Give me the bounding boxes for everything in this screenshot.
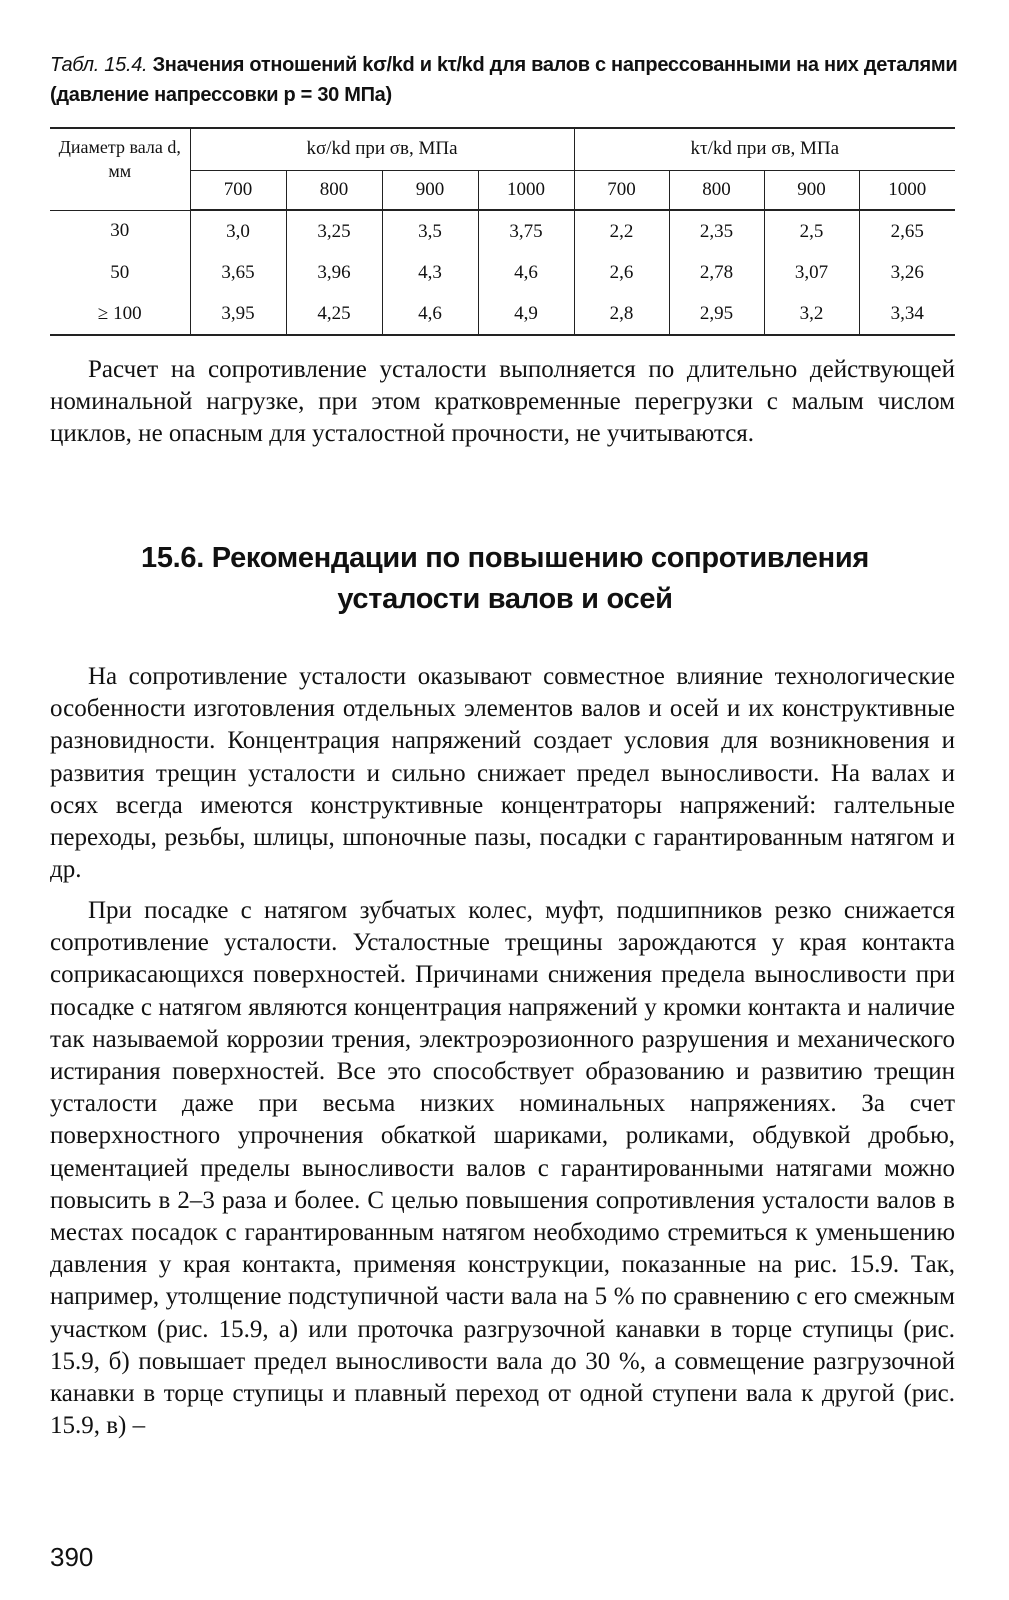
- section-heading: 15.6. Рекомендации по повышению сопротивления усталости валов и осей: [141, 542, 869, 615]
- value-cell: 3,34: [859, 293, 955, 335]
- value-cell: 3,07: [764, 252, 859, 293]
- paragraph-fatigue-factors: На сопротивление усталости оказывают совместное влияние технологические особенности изготовления отдельных элементов валов и осей и их конструктивные разновидности. Концентрация напряжений создает условия для возникновения и развития трещин усталости и сильно снижает предел выносливости. На валах и осях всегда имеются конструктивные концентраторы напряжений: галтельные переходы, резьбы, шлицы, шпоночные пазы, посадки с гарантированным натягом и др.: [50, 663, 955, 884]
- header-diameter: Диаметр вала d, мм: [50, 128, 190, 210]
- value-cell: 3,25: [286, 210, 382, 252]
- table-caption-text: Значения отношений kσ/kd и kτ/kd для валов с напрессованными на них деталями (давление напрессовки p = 30 МПа): [50, 54, 958, 106]
- value-cell: 3,75: [478, 210, 574, 252]
- subheader-cell: 800: [669, 170, 764, 210]
- value-cell: 2,78: [669, 252, 764, 293]
- value-cell: 2,95: [669, 293, 764, 335]
- paragraph-fatigue-calculation: Расчет на сопротивление усталости выполняется по длительно действующей номинальной нагрузке, при этом кратковременные перегрузки с малым числом циклов, не опасным для усталостной прочности, не учитываются.: [50, 356, 955, 448]
- value-cell: 3,2: [764, 293, 859, 335]
- paragraph-interference-fit: При посадке с натягом зубчатых колес, муфт, подшипников резко снижается сопротивление усталости. Усталостные трещины зарождаются у края контакта соприкасающихся поверхностей. Причинами снижения предела выносливости при посадке с натягом являются концентрация напряжений у кромки контакта и наличие так называемой коррозии трения, электроэрозионного разрушения и механического истирания поверхностей. Все это способствует образованию и развитию трещин усталости даже при весьма низких номинальных напряжениях. За счет поверхностного упрочнения обкаткой шариками, роликами, обдувкой дробью, цементацией пределы выносливости валов с гарантированными натягами можно повысить в 2–3 раза и более. С целью повышения сопротивления усталости валов в местах посадок с гарантированным натягом необходимо стремиться к уменьшению давления у края контакта, применяя конструкции, показанные на рис. 15.9. Так, например, утолщение подступичной части вала на 5 % по сравнению с его смежным участком (рис. 15.9, а) или проточка разгрузочной канавки в торце ступицы (рис. 15.9, б) повышает предел выносливости вала до 30 %, а совмещение разгрузочной канавки в торце ступицы и плавный переход от одной ступени вала к другой (рис. 15.9, в) –: [50, 897, 955, 1440]
- value-cell: 3,5: [382, 210, 478, 252]
- subheader-cell: 800: [286, 170, 382, 210]
- value-cell: 4,3: [382, 252, 478, 293]
- subheader-cell: 1000: [859, 170, 955, 210]
- value-cell: 2,2: [574, 210, 669, 252]
- diameter-cell: 50: [110, 261, 130, 283]
- value-cell: 3,26: [859, 252, 955, 293]
- value-cell: 2,6: [574, 252, 669, 293]
- value-cell: 3,65: [190, 252, 286, 293]
- value-cell: 2,5: [764, 210, 859, 252]
- table-row: [50, 210, 955, 252]
- table-number: Табл. 15.4.: [50, 54, 148, 76]
- value-cell: 4,25: [286, 293, 382, 335]
- table-row: [50, 252, 955, 293]
- subheader-cell: 700: [190, 170, 286, 210]
- diameter-cell: 30: [110, 220, 130, 242]
- table-row: [50, 293, 955, 335]
- value-cell: 4,9: [478, 293, 574, 335]
- page-number: 390: [50, 1542, 94, 1572]
- diameter-cell: ≥ 100: [50, 293, 190, 335]
- value-cell: 4,6: [382, 293, 478, 335]
- subheader-cell: 700: [574, 170, 669, 210]
- value-cell: 3,95: [190, 293, 286, 335]
- value-cell: 2,8: [574, 293, 669, 335]
- value-cell: 2,65: [859, 210, 955, 252]
- ratio-table: [50, 127, 955, 336]
- table-caption: [50, 50, 960, 110]
- header-group-tau: kτ/kd при σв, МПа: [574, 128, 955, 170]
- value-cell: 4,6: [478, 252, 574, 293]
- value-cell: 3,0: [190, 210, 286, 252]
- value-cell: 2,35: [669, 210, 764, 252]
- value-cell: 3,96: [286, 252, 382, 293]
- subheader-cell: 900: [382, 170, 478, 210]
- subheader-cell: 900: [764, 170, 859, 210]
- header-group-sigma: kσ/kd при σв, МПа: [190, 128, 574, 170]
- subheader-cell: 1000: [478, 170, 574, 210]
